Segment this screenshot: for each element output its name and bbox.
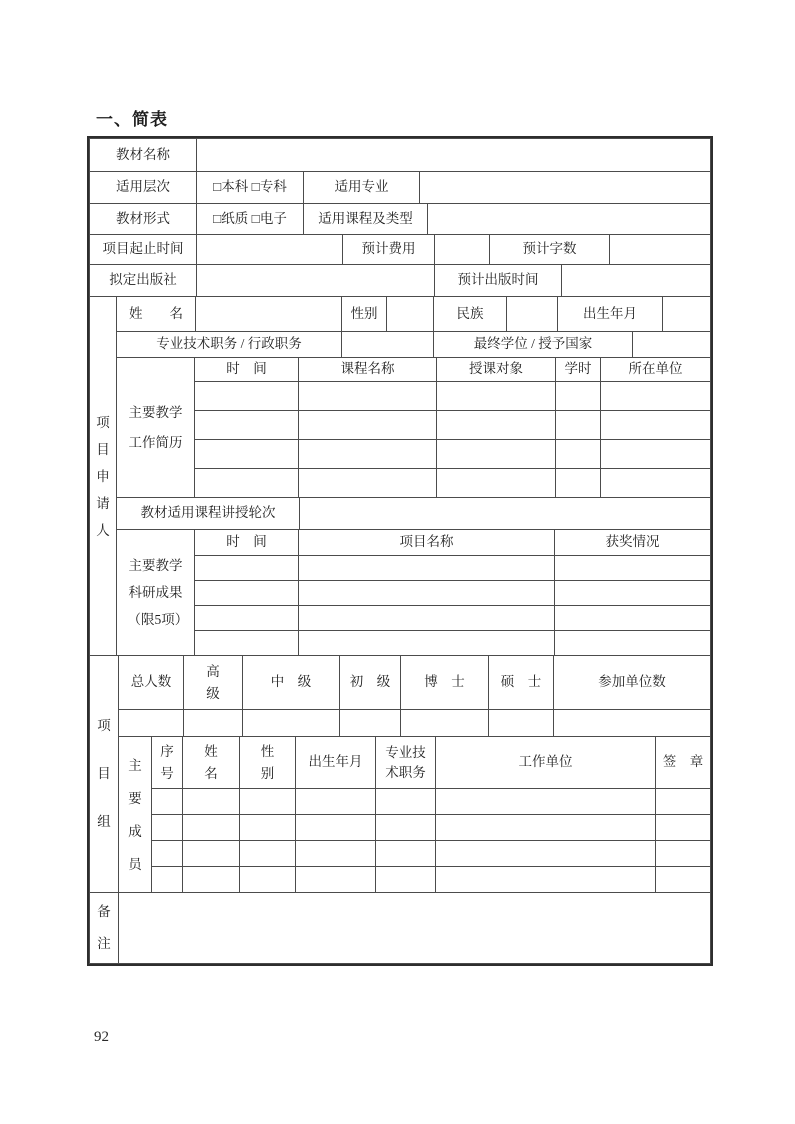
- textbook-name-label: 教材名称: [90, 139, 197, 172]
- table-row: [195, 606, 711, 631]
- empty-cell: [299, 606, 555, 631]
- empty-cell: [195, 382, 299, 411]
- gender-label: 性别: [342, 297, 387, 332]
- achievements-label: [116, 529, 195, 656]
- table-row: [195, 556, 711, 581]
- empty-cell: [299, 631, 555, 656]
- textbook-name-row: [89, 138, 711, 172]
- table-row: [195, 440, 711, 469]
- remarks-label: [89, 892, 119, 964]
- applicable-level-row: [89, 171, 711, 204]
- achievement-project-header: 项目名称: [299, 530, 555, 556]
- table-row: [195, 411, 711, 440]
- achievements-block: [116, 529, 711, 656]
- publisher-row: [89, 264, 711, 297]
- member-title-header: 专业技术职务: [376, 737, 436, 789]
- senior-rank-header: 高级: [184, 656, 243, 710]
- empty-cell: [299, 440, 437, 469]
- junior-rank-header: 初 级: [340, 656, 401, 710]
- empty-cell: [184, 710, 243, 737]
- table-row: [195, 469, 711, 498]
- empty-cell: [152, 841, 183, 867]
- empty-cell: [376, 841, 436, 867]
- birth-date-label: 出生年月: [558, 297, 663, 332]
- mid-rank-header: 中 级: [243, 656, 340, 710]
- empty-cell: [556, 382, 601, 411]
- member-birth-header: 出生年月: [296, 737, 376, 789]
- empty-cell: [437, 411, 556, 440]
- empty-cell: [436, 841, 656, 867]
- total-members-header: 总人数: [119, 656, 184, 710]
- level-checkboxes: □本科 □专科: [197, 172, 304, 204]
- member-name-header: 姓名: [183, 737, 240, 789]
- team-section: [89, 655, 711, 893]
- empty-cell: [195, 440, 299, 469]
- empty-cell: [299, 382, 437, 411]
- gender-value: [387, 297, 434, 332]
- estimated-cost-value: [435, 235, 490, 265]
- empty-cell: [152, 815, 183, 841]
- name-label: 姓 名: [117, 297, 196, 332]
- applicable-major-label: 适用专业: [304, 172, 420, 204]
- remarks-table: [118, 892, 711, 964]
- empty-cell: [195, 631, 299, 656]
- team-section-label: [89, 655, 119, 893]
- empty-cell: [436, 789, 656, 815]
- members-table: [151, 736, 711, 893]
- achievements-label-text: 主要教学科研成果（限5项）: [127, 558, 189, 627]
- empty-cell: [243, 710, 340, 737]
- team-section-label-text: 项目组: [97, 718, 111, 829]
- final-degree-label: 最终学位 / 授予国家: [434, 332, 633, 358]
- textbook-format-row: [89, 203, 711, 235]
- empty-cell: [240, 815, 296, 841]
- achievement-time-header: 时 间: [195, 530, 299, 556]
- main-members-block: [118, 736, 711, 893]
- empty-cell: [299, 411, 437, 440]
- professional-title-value: [342, 332, 434, 358]
- teaching-unit-header: 所在单位: [601, 358, 711, 382]
- page-title: 一、简表: [96, 110, 168, 129]
- ethnicity-label: 民族: [434, 297, 507, 332]
- empty-cell: [437, 440, 556, 469]
- publish-time-label: 预计出版时间: [435, 265, 562, 297]
- textbook-name-value: [197, 139, 711, 172]
- empty-cell: [296, 789, 376, 815]
- course-type-value: [428, 204, 711, 235]
- publish-time-value: [562, 265, 711, 297]
- project-duration-value: [197, 235, 343, 265]
- empty-cell: [296, 815, 376, 841]
- empty-cell: [296, 867, 376, 893]
- empty-cell: [556, 411, 601, 440]
- member-unit-header: 工作单位: [436, 737, 656, 789]
- name-value: [196, 297, 342, 332]
- course-rounds-value: [300, 498, 711, 530]
- teaching-history-table: [194, 357, 711, 498]
- course-rounds-label: 教材适用课程讲授轮次: [117, 498, 300, 530]
- empty-cell: [437, 469, 556, 498]
- empty-cell: [183, 789, 240, 815]
- empty-cell: [656, 789, 711, 815]
- empty-cell: [489, 710, 554, 737]
- teaching-history-block: [116, 357, 711, 498]
- empty-cell: [299, 581, 555, 606]
- project-duration-label: 项目起止时间: [90, 235, 197, 265]
- empty-cell: [299, 556, 555, 581]
- empty-cell: [240, 841, 296, 867]
- table-row: [195, 581, 711, 606]
- course-type-label: 适用课程及类型: [304, 204, 428, 235]
- empty-cell: [601, 382, 711, 411]
- teaching-history-label: [116, 357, 195, 498]
- empty-cell: [119, 710, 184, 737]
- estimated-cost-label: 预计费用: [343, 235, 435, 265]
- table-row: [195, 631, 711, 656]
- empty-cell: [556, 469, 601, 498]
- empty-cell: [656, 841, 711, 867]
- empty-cell: [556, 440, 601, 469]
- member-signature-header: 签 章: [656, 737, 711, 789]
- publisher-label: 拟定出版社: [90, 265, 197, 297]
- teaching-audience-header: 授课对象: [437, 358, 556, 382]
- final-degree-value: [633, 332, 711, 358]
- empty-cell: [183, 867, 240, 893]
- professional-title-label: 专业技术职务 / 行政职务: [117, 332, 342, 358]
- empty-cell: [401, 710, 489, 737]
- table-row: [152, 867, 711, 893]
- empty-cell: [437, 382, 556, 411]
- table-row: [195, 382, 711, 411]
- empty-cell: [240, 789, 296, 815]
- remarks-section: [89, 892, 711, 964]
- empty-cell: [195, 581, 299, 606]
- textbook-format-label: 教材形式: [90, 204, 197, 235]
- estimated-words-value: [610, 235, 711, 265]
- main-members-label-text: 主要成员: [128, 757, 142, 872]
- empty-cell: [555, 581, 711, 606]
- empty-cell: [240, 867, 296, 893]
- birth-date-value: [663, 297, 711, 332]
- empty-cell: [376, 867, 436, 893]
- empty-cell: [152, 789, 183, 815]
- teaching-time-header: 时 间: [195, 358, 299, 382]
- empty-cell: [436, 867, 656, 893]
- empty-cell: [376, 815, 436, 841]
- applicant-section-label-text: 项目申请人: [96, 414, 110, 538]
- applicable-major-value: [420, 172, 711, 204]
- table-row: [152, 789, 711, 815]
- empty-cell: [195, 469, 299, 498]
- teaching-history-label-text: 主要教学工作简历: [128, 404, 183, 450]
- participating-units-header: 参加单位数: [554, 656, 711, 710]
- page-number: 92: [94, 1029, 109, 1045]
- empty-cell: [656, 867, 711, 893]
- team-stats-table: [118, 655, 711, 737]
- publisher-value: [197, 265, 435, 297]
- empty-cell: [152, 867, 183, 893]
- application-form-table: [87, 136, 713, 966]
- empty-cell: [601, 440, 711, 469]
- applicant-section-label: [89, 296, 117, 656]
- remarks-label-text: 备注: [97, 904, 111, 951]
- course-rounds-row: [116, 497, 711, 530]
- applicable-level-label: 适用层次: [90, 172, 197, 204]
- empty-cell: [195, 606, 299, 631]
- ethnicity-value: [507, 297, 558, 332]
- applicant-name-row: [116, 296, 711, 332]
- empty-cell: [195, 411, 299, 440]
- empty-cell: [656, 815, 711, 841]
- teaching-course-header: 课程名称: [299, 358, 437, 382]
- member-no-header: 序号: [152, 737, 183, 789]
- teaching-hours-header: 学时: [556, 358, 601, 382]
- table-row: [152, 815, 711, 841]
- master-header: 硕 士: [489, 656, 554, 710]
- empty-cell: [340, 710, 401, 737]
- empty-cell: [555, 631, 711, 656]
- empty-cell: [299, 469, 437, 498]
- applicant-title-row: [116, 331, 711, 358]
- empty-cell: [436, 815, 656, 841]
- empty-cell: [195, 556, 299, 581]
- doctor-header: 博 士: [401, 656, 489, 710]
- remarks-value: [119, 893, 711, 964]
- achievements-table: [194, 529, 711, 656]
- empty-cell: [296, 841, 376, 867]
- project-duration-row: [89, 234, 711, 265]
- empty-cell: [555, 556, 711, 581]
- empty-cell: [183, 841, 240, 867]
- format-checkboxes: □纸质 □电子: [197, 204, 304, 235]
- table-row: [119, 710, 711, 737]
- table-row: [152, 841, 711, 867]
- achievement-award-header: 获奖情况: [555, 530, 711, 556]
- empty-cell: [554, 710, 711, 737]
- main-members-label: [118, 736, 152, 893]
- empty-cell: [601, 469, 711, 498]
- empty-cell: [555, 606, 711, 631]
- applicant-section: [89, 296, 711, 656]
- empty-cell: [376, 789, 436, 815]
- empty-cell: [183, 815, 240, 841]
- member-gender-header: 性别: [240, 737, 296, 789]
- empty-cell: [601, 411, 711, 440]
- estimated-words-label: 预计字数: [490, 235, 610, 265]
